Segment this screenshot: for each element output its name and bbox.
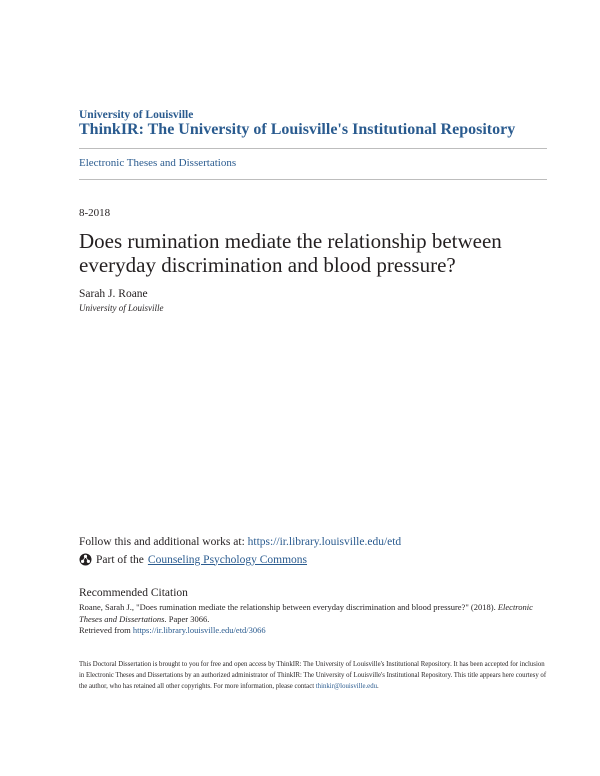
- footer-notice: [79, 659, 549, 692]
- etd-link[interactable]: https://ir.library.louisville.edu/etd: [247, 536, 402, 548]
- footer-end: .: [377, 683, 379, 690]
- part-of-line: [79, 553, 307, 566]
- recommended-citation-heading: Recommended Citation: [79, 587, 188, 599]
- contact-email-link[interactable]: thinkir@louisville.edu: [315, 683, 377, 690]
- follow-label: Follow this and additional works at:: [79, 536, 248, 548]
- part-of-label: Part of the: [96, 553, 144, 566]
- network-icon: [79, 553, 92, 566]
- footer-text: This Doctoral Dissertation is brought to you for free and open access by ThinkIR: The University of Louisville's Institutional Repository. It has been accepted for inclusion in Electronic Theses and Dissertations by an authorized administrator of ThinkIR: The University of Louisville's Institutional Repository. This title appears here courtesy of the author, who has retained all other copyrights. For more information, please contact: [79, 661, 547, 690]
- commons-link[interactable]: Counseling Psychology Commons: [147, 553, 308, 566]
- author-name: Sarah J. Roane: [79, 288, 148, 300]
- publication-date: 8-2018: [79, 207, 111, 219]
- divider-top: [79, 148, 547, 149]
- author-affiliation: University of Louisville: [79, 303, 164, 313]
- repository-title[interactable]: ThinkIR: The University of Louisville's Institutional Repository: [79, 121, 516, 138]
- follow-line: [79, 536, 401, 548]
- retrieved-link[interactable]: https://ir.library.louisville.edu/etd/3066: [132, 625, 266, 635]
- document-title: Does rumination mediate the relationship between everyday discrimination and blood pressure?: [79, 229, 502, 277]
- collection-link[interactable]: Electronic Theses and Dissertations: [79, 157, 237, 169]
- divider-bottom: [79, 179, 547, 180]
- citation-text: Roane, Sarah J., "Does rumination mediate the relationship between everyday discrimination and blood pressure?" (2018).: [79, 602, 498, 612]
- citation-series: Electronic Theses and Dissertations.: [79, 602, 533, 624]
- citation-paper: Paper 3066.: [166, 613, 210, 624]
- retrieved-label: Retrieved from: [79, 625, 133, 635]
- university-name[interactable]: University of Louisville: [79, 109, 194, 121]
- citation-block: [79, 602, 549, 637]
